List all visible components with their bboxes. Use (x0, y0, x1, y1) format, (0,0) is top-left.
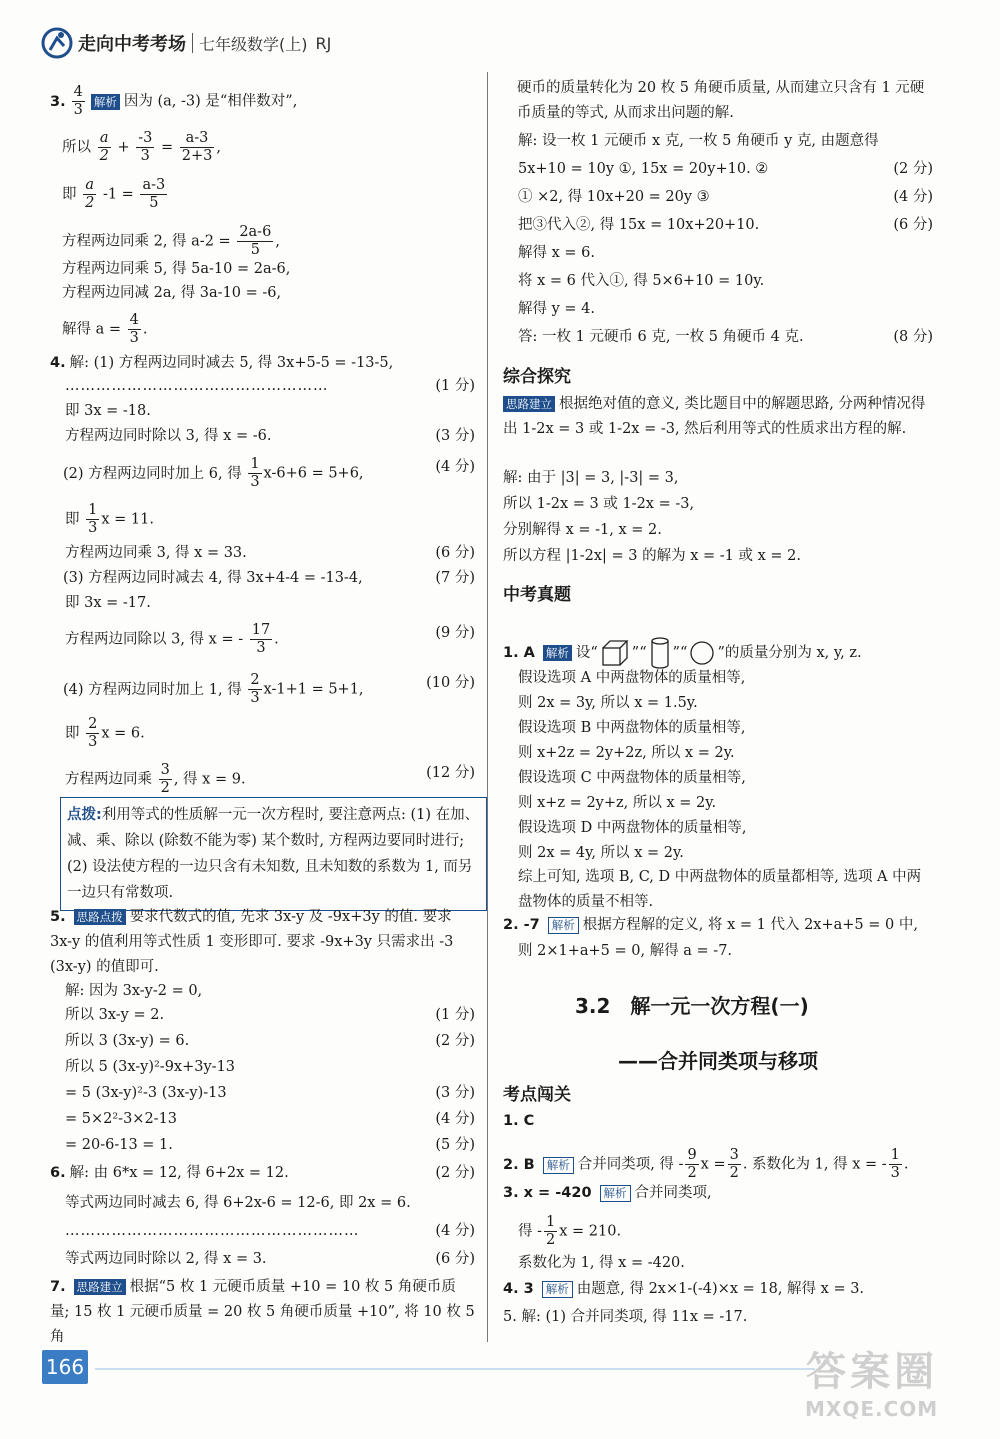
zhtj-line-1: 解: 由于 |3| = 3, |-3| = 3, (503, 470, 679, 486)
text: (2) 方程两边同时加上 6, 得 (63, 465, 242, 482)
frac-num: 2a-6 (239, 224, 272, 240)
frac-num: 2 (88, 716, 98, 732)
q5-line-7 (50, 1134, 475, 1156)
zkzt-q1-line-7: 则 x+z = 2y+z, 所以 x = 2y. (518, 795, 717, 811)
frac-num: a-3 (180, 130, 215, 148)
text: 根据方程解的定义, 将 x = 1 代入 2x+a+5 = 0 中, (582, 917, 918, 933)
score: (6 分) (435, 1251, 475, 1267)
score: (7 分) (435, 570, 475, 586)
q6-number: 6. (50, 1165, 66, 1181)
section-zhongkao-zhenti: 中考真题 (503, 585, 571, 605)
q4-number: 4. (50, 355, 66, 371)
column-divider (487, 72, 488, 1342)
q7-intro (50, 1275, 475, 1350)
frac-den: 2 (687, 1165, 697, 1181)
zkzt-q1-line-8: 假设选项 D 中两盘物体的质量相等, (518, 820, 747, 836)
text: 合并同类项, 得 - (577, 1156, 684, 1173)
fraction (248, 672, 261, 707)
q7-number: 7. (50, 1279, 66, 1295)
silujianli-tag: 思路建立 (503, 396, 555, 412)
frac-num: a (83, 177, 96, 195)
text: x-1+1 = 5+1, (263, 681, 364, 698)
book-edition: RJ (315, 33, 332, 53)
book-subtitle: 七年级数学(上) (199, 34, 308, 54)
text: 等式两边同时除以 2, 得 x = 3. (65, 1251, 267, 1267)
section-kaodian-chuangguan: 考点闯关 (503, 1085, 571, 1105)
text: 由题意, 得 2x×1-(-4)×x = 18, 解得 x = 3. (576, 1281, 865, 1297)
frac-den: 5 (250, 242, 260, 258)
frac-num: 3 (729, 1147, 739, 1163)
page-number: 166 (42, 1350, 88, 1384)
text: 根据“5 枚 1 元硬币质量 +10 = 10 枚 5 角硬币质量; 15 枚 1 元硬币质量 = 20 枚 5 角硬币质量 +10”, 将 10 枚 5 角 (50, 1279, 475, 1345)
fraction (86, 716, 99, 751)
frac-den: 2 (85, 195, 95, 211)
q4-line-10 (50, 672, 475, 707)
kdcg-q5: 5. 解: (1) 合并同类项, 得 11x = -17. (503, 1309, 748, 1325)
frac-den: 3 (256, 640, 266, 656)
q7-cont-8: 将 x = 6 代入①, 得 5×6+10 = 10y. (518, 273, 765, 289)
q2-number: 2. B (503, 1156, 535, 1173)
q4-line-9 (50, 622, 475, 657)
q5-number: 5. (50, 909, 66, 925)
watermark-url: MXQE.COM (805, 1397, 939, 1421)
q4-line-4 (50, 456, 475, 491)
frac-den: 3 (129, 330, 139, 346)
fraction (237, 224, 273, 259)
q6-line-2: 等式两边同时减去 6, 得 6+2x-6 = 12-6, 即 2x = 6. (65, 1195, 411, 1211)
q7-cont-4 (503, 158, 933, 180)
text: + (117, 139, 130, 156)
kdcg-q1 (503, 1110, 933, 1132)
score: (1 分) (435, 378, 475, 394)
tip-box (60, 797, 487, 911)
text: . (274, 631, 279, 648)
section-subtitle-3-2: ——合并同类项与移项 (618, 1049, 818, 1073)
fraction (685, 1147, 698, 1182)
zkzt-q1-line-5: 则 x+2z = 2y+2z, 所以 x = 2y. (518, 745, 735, 761)
q1-number: 1. A (503, 645, 535, 661)
text: ”“ (631, 645, 647, 661)
q3-line-7 (50, 312, 475, 347)
zhtj-line-2: 所以 1-2x = 3 或 1-2x = -3, (503, 496, 695, 512)
zkzt-q1-line-10: 综上可知, 选项 B, C, D 中两盘物体的质量都相等, 选项 A 中两盘物体的质量不相等. (518, 869, 922, 910)
frac-den: 3 (88, 734, 98, 750)
text: 方程两边同乘 (65, 771, 152, 788)
text: (4) 方程两边同时加上 1, 得 (63, 681, 242, 698)
frac-num: 4 (129, 312, 139, 328)
zkzt-q1-line-2: 假设选项 A 中两盘物体的质量相等, (518, 670, 746, 686)
q4-line-2: 即 3x = -18. (65, 403, 151, 419)
text: 解: (1) 方程两边同时减去 5, 得 3x+5-5 = -13-5, (69, 355, 394, 371)
frac-num: 1 (250, 456, 260, 472)
q4-number: 4. 3 (503, 1281, 534, 1297)
jiexi-tag: 解析 (542, 1281, 573, 1298)
q7-cont-5 (503, 186, 933, 208)
score: (8 分) (893, 329, 933, 345)
frac-num: 9 (687, 1147, 697, 1163)
text: . 系数化为 1, 得 x = - (742, 1156, 887, 1173)
text: 解: 由 6*x = 12, 得 6+2x = 12. (69, 1165, 289, 1181)
q1-answer: 1. C (503, 1113, 535, 1129)
frac-den: 2 (729, 1165, 739, 1181)
zkzt-q1-line-3: 则 2x = 3y, 所以 x = 1.5y. (518, 695, 698, 711)
score: (12 分) (426, 765, 475, 781)
q4-line-5 (50, 502, 475, 537)
section-title-3-2: 3.2 解一元一次方程(一) (575, 994, 809, 1018)
tip-text: 利用等式的性质解一元一次方程时, 要注意两点: (1) 在加、减、乘、除以 (除数不能为零) 某个数时, 方程两边要同时进行; (2) 设法使方程的一边只含有未知数, 且未知数的系数为 1, 而另一边只有常数项. (67, 807, 480, 901)
frac-den: 3 (250, 474, 260, 490)
page-header (40, 26, 331, 60)
score: (4 分) (893, 189, 933, 205)
jiexi-tag: 解析 (548, 917, 579, 934)
q7-cont-6 (503, 214, 933, 236)
fraction (180, 130, 215, 165)
text: 要求代数式的值, 先求 3x-y 及 -9x+3y 的值. 要求 3x-y 的值利用等式性质 1 变形即可. 要求 -9x+3y 只需求出 -3 (3x-y) 的值即可. (50, 909, 454, 975)
text: , 得 x = 9. (173, 771, 246, 788)
text: ”“ (672, 645, 688, 661)
text: x-6+6 = 5+6, (263, 465, 364, 482)
q4-line-3 (50, 425, 475, 447)
q5-intro (50, 905, 475, 980)
text: = 5×2²-3×2-13 (65, 1111, 178, 1127)
q7-cont-10 (503, 326, 933, 348)
score: (6 分) (893, 217, 933, 233)
text: (3) 方程两边同时减去 4, 得 3x+4-4 = -13-4, (63, 570, 363, 586)
zkzt-q1-line-1 (503, 636, 933, 670)
q4-line-6 (50, 542, 475, 564)
cube-icon (600, 638, 630, 668)
fraction (98, 130, 111, 165)
score: (10 分) (426, 675, 475, 691)
jiexi-tag: 解析 (600, 1185, 631, 1202)
fraction (86, 502, 99, 537)
frac-den: 5 (149, 195, 159, 211)
score: (3 分) (435, 1085, 475, 1101)
q5-line-1: 解: 因为 3x-y-2 = 0, (65, 983, 203, 999)
zkzt-q2-line-2: 则 2×1+a+5 = 0, 解得 a = -7. (518, 943, 733, 959)
score: (9 分) (435, 625, 475, 641)
kdcg-q2 (503, 1147, 933, 1182)
text: x = 210. (559, 1223, 622, 1240)
frac-den: 3 (250, 690, 260, 706)
runner-logo-icon (40, 26, 74, 60)
zkzt-q2-line-1 (503, 914, 933, 936)
frac-den: 3 (140, 148, 150, 164)
frac-den: 2 (99, 148, 109, 164)
text: 所以 3 (3x-y) = 6. (65, 1033, 190, 1049)
score: (5 分) (435, 1137, 475, 1153)
frac-num: a (98, 130, 111, 148)
text: 合并同类项, (634, 1185, 712, 1201)
fraction (83, 177, 96, 212)
text: 所以 (62, 139, 91, 156)
q6-line-3: ………………………………………………… (4 分) (50, 1220, 475, 1242)
q3-line-2 (50, 130, 475, 165)
kdcg-q3-line-2 (503, 1214, 933, 1249)
score: (2 分) (435, 1165, 475, 1181)
score: (1 分) (435, 1007, 475, 1023)
frac-den: 3 (88, 520, 98, 536)
frac-num: 2 (250, 672, 260, 688)
section-zonghe-tanjiu: 综合探究 (503, 367, 571, 387)
frac-den: 2+3 (181, 148, 213, 164)
jiexi-tag: 解析 (543, 1157, 574, 1174)
frac-den: 2 (160, 780, 170, 796)
sphere-icon (689, 640, 715, 666)
watermark-text: 答案圈 (806, 1349, 939, 1395)
score: (4 分) (435, 459, 475, 475)
q4-line-12 (50, 762, 475, 797)
text: 把③代入②, 得 15x = 10x+20+10. (518, 217, 760, 233)
q2-number: 2. -7 (503, 917, 540, 933)
text: 根据绝对值的意义, 类比题目中的解题思路, 分两种情况得出 1-2x = 3 或 1-2x = -3, 然后利用等式的性质求出方程的解. (503, 396, 926, 437)
fraction (250, 622, 272, 657)
q3-line-3 (50, 177, 475, 212)
frac-den: 3 (890, 1165, 900, 1181)
text: -1 = (102, 186, 134, 203)
text: , (275, 233, 280, 250)
q4-line-7 (50, 567, 475, 589)
fraction (544, 1214, 557, 1249)
q3-line-1 (50, 84, 475, 119)
kdcg-q4 (503, 1278, 933, 1300)
fraction (728, 1147, 741, 1182)
zkzt-q1-line-9: 则 2x = 4y, 所以 x = 2y. (518, 845, 684, 861)
siludianbo-tag: 思路点拨 (74, 909, 126, 925)
fraction (136, 130, 154, 165)
book-title: 走向中考考场 (78, 34, 186, 55)
text: 答: 一枚 1 元硬币 6 克, 一枚 5 角硬币 4 克. (518, 329, 804, 345)
frac-num: -3 (138, 130, 153, 146)
text: 5x+10 = 10y ①, 15x = 20y+10. ② (518, 161, 769, 177)
text: 即 (65, 725, 80, 742)
text: 解得 a = (62, 321, 122, 338)
q5-line-5 (50, 1082, 475, 1104)
frac-num: a-3 (142, 177, 166, 193)
text: , (216, 139, 221, 156)
score: (4 分) (435, 1111, 475, 1127)
text: 方程两边同乘 2, 得 a-2 = (62, 233, 231, 250)
score: (2 分) (435, 1033, 475, 1049)
text: ”的质量分别为 x, y, z. (717, 645, 862, 661)
tip-label: 点拨: (67, 807, 102, 823)
text: 即 (65, 511, 80, 528)
text: . (903, 1156, 909, 1173)
q4-line-11 (50, 716, 475, 751)
watermark (805, 1340, 938, 1421)
zhtj-line-4: 所以方程 |1-2x| = 3 的解为 x = -1 或 x = 2. (503, 548, 801, 564)
text: 方程两边同乘 3, 得 x = 33. (65, 545, 247, 561)
score: (3 分) (435, 428, 475, 444)
fraction (889, 1147, 902, 1182)
text: x = (700, 1156, 726, 1173)
q4-line-1 (50, 352, 475, 374)
text: 方程两边同除以 3, 得 x = - (65, 631, 244, 648)
q7-cont-3: 解: 设一枚 1 元硬币 x 克, 一枚 5 角硬币 y 克, 由题意得 (518, 133, 879, 149)
q5-line-3 (50, 1030, 475, 1052)
frac-num: 3 (160, 762, 170, 778)
q5-line-2 (50, 1004, 475, 1026)
text: ① ×2, 得 10x+20 = 20y ③ (518, 189, 710, 205)
text: 得 - (518, 1223, 543, 1240)
footer-rule (95, 1368, 815, 1370)
fraction (140, 177, 167, 212)
text: x = 11. (101, 511, 154, 528)
zkzt-q1-line-6: 假设选项 C 中两盘物体的质量相等, (518, 770, 746, 786)
q5-line-4: 所以 5 (3x-y)²-9x+3y-13 (65, 1059, 236, 1075)
cylinder-icon (649, 636, 671, 670)
q4-score-1: …………………………………………… (1 分) (50, 375, 475, 397)
q7-cont-9: 解得 y = 4. (518, 301, 596, 317)
q4-line-8: 即 3x = -17. (65, 595, 151, 611)
q3-number: 3. (50, 93, 66, 110)
q7-cont-7: 解得 x = 6. (518, 245, 595, 261)
kdcg-q3-line-3: 系数化为 1, 得 x = -420. (518, 1255, 685, 1271)
text: 设“ (575, 645, 598, 661)
frac-den: 3 (73, 102, 83, 118)
text: x = 6. (101, 725, 145, 742)
text: 方程两边同时除以 3, 得 x = -6. (65, 428, 272, 444)
fraction (159, 762, 172, 797)
jiexi-tag: 解析 (91, 94, 120, 110)
text: 所以 3x-y = 2. (65, 1007, 165, 1023)
fraction (128, 312, 141, 347)
q6-line-4 (50, 1248, 475, 1270)
zkzt-q1-line-4: 假设选项 B 中两盘物体的质量相等, (518, 720, 746, 736)
text: = 20-6-13 = 1. (65, 1137, 173, 1153)
zhtj-intro (503, 392, 933, 442)
frac-num: 1 (546, 1214, 556, 1230)
text: . (142, 321, 148, 338)
text: = (160, 139, 174, 156)
fraction (248, 456, 261, 491)
frac-num: 4 (73, 84, 83, 100)
q3-intro: 因为 (a, -3) 是“相伴数对”, (123, 93, 298, 110)
q5-line-6 (50, 1108, 475, 1130)
text: 即 (62, 186, 77, 203)
score: (4 分) (435, 1223, 475, 1239)
zhtj-line-3: 分别解得 x = -1, x = 2. (503, 522, 662, 538)
frac-num: 1 (88, 502, 98, 518)
q7-cont-1: 硬币的质量转化为 20 枚 5 角硬币质量, 从而建立只含有 1 元硬币质量的等式, 从而求出问题的解. (517, 80, 925, 121)
kdcg-q3-line-1 (503, 1182, 933, 1204)
jiexi-tag: 解析 (543, 645, 572, 661)
q3-answer-fraction (72, 84, 85, 119)
score: (2 分) (893, 161, 933, 177)
q3-line-6: 方程两边同减 2a, 得 3a-10 = -6, (62, 285, 282, 301)
text: = 5 (3x-y)²-3 (3x-y)-13 (65, 1085, 227, 1101)
frac-den: 2 (546, 1232, 556, 1248)
header-divider (192, 33, 193, 53)
score: (6 分) (435, 545, 475, 561)
frac-num: 17 (251, 622, 271, 638)
q3-number: 3. x = -420 (503, 1185, 592, 1201)
q3-line-4 (50, 224, 475, 259)
q3-line-5: 方程两边同乘 5, 得 5a-10 = 2a-6, (62, 261, 291, 277)
frac-num: 1 (890, 1147, 900, 1163)
q6-line-1 (50, 1162, 475, 1184)
silujianli-tag: 思路建立 (74, 1279, 126, 1295)
